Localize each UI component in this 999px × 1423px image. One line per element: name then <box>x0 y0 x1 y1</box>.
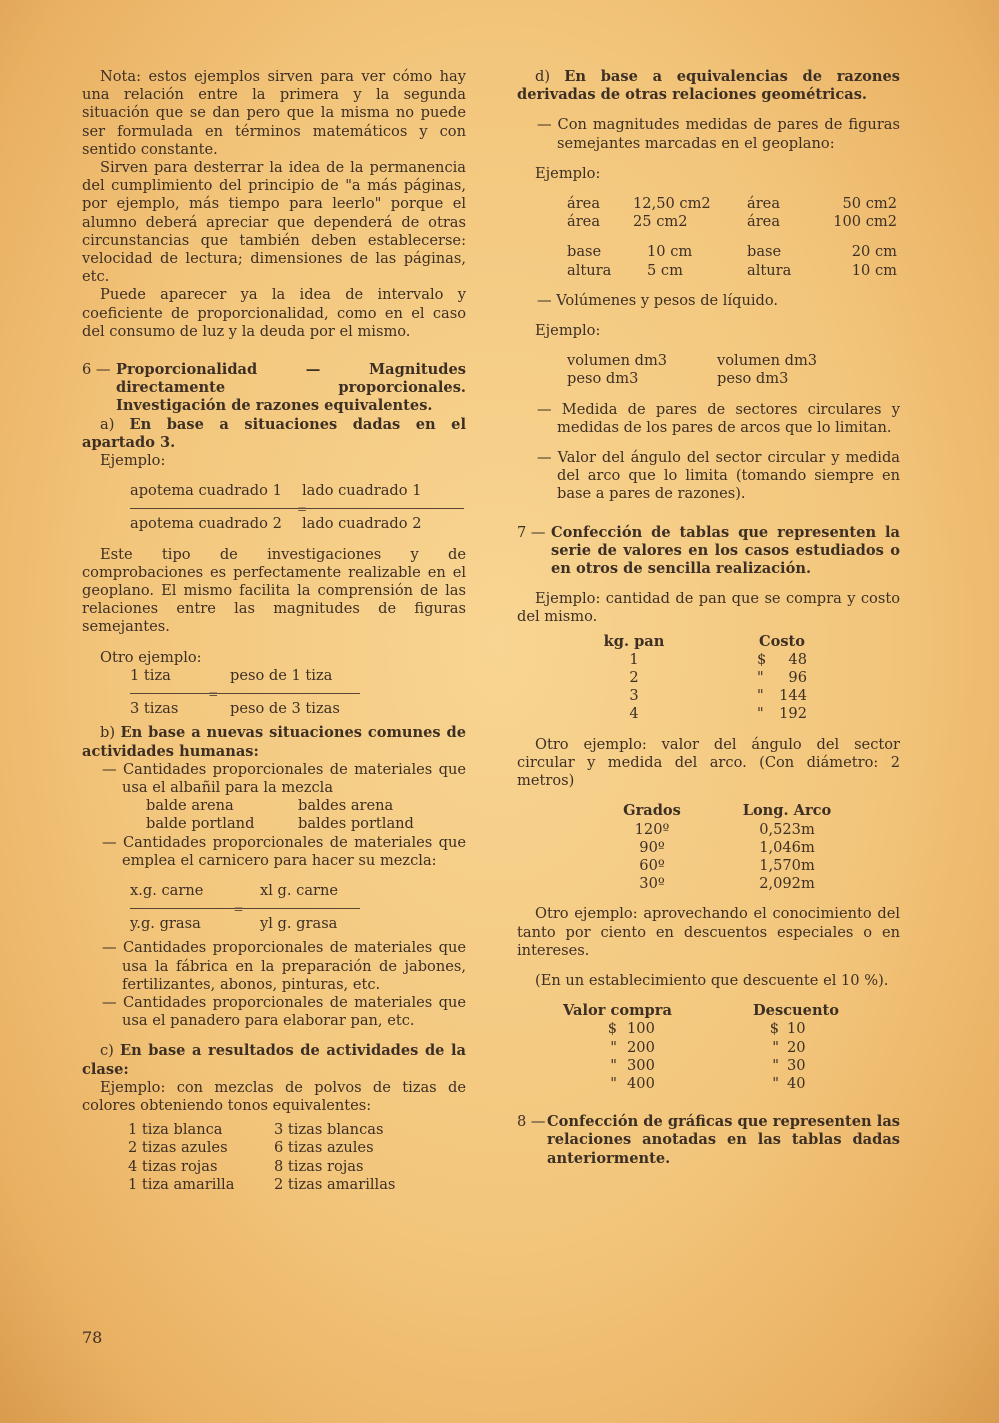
right-column <box>517 68 900 1168</box>
fraction-bar: = <box>130 508 464 509</box>
table-row: 4 " 192 <box>629 705 807 723</box>
subsection-a-label: a) <box>100 415 115 433</box>
otro-ejemplo-label: Otro ejemplo: <box>100 648 202 666</box>
section-6-title: Proporcionalidad — Magnitudes directamente proporcionales. Investigación de razones equivalentes. <box>116 361 466 415</box>
section-8-number: 8 — <box>517 1113 546 1131</box>
fraction-bar: = <box>130 908 360 909</box>
table-row: balde portland baldes portland <box>146 815 414 833</box>
fraction-top-left: x.g. carne <box>130 881 204 899</box>
subsection-b-title: En base a nuevas situaciones comunes de actividades humanas: <box>82 724 467 760</box>
table-row: volumen dm3 volumen dm3 <box>567 352 818 370</box>
ejemplo-label: Ejemplo: <box>535 164 601 182</box>
ejemplo-label: Ejemplo: <box>100 452 166 470</box>
d-item-magnitudes: — Con magnitudes medidas de pares de figuras semejantes marcadas en el geoplano: <box>537 116 900 152</box>
table-header-row: kg. pan Costo <box>603 632 806 650</box>
fraction-bottom-left: 3 tizas <box>130 700 179 718</box>
fraction-bottom-left: y.g. grasa <box>130 915 201 933</box>
b-item-albanil: — Cantidades proporcionales de materiales que usa el albañil para la mezcla <box>102 760 466 796</box>
left-column <box>82 68 466 1194</box>
fraction-tiza <box>82 667 360 718</box>
table-row: 1 $ 48 <box>629 650 807 668</box>
table-row: base 10 cm base 20 cm <box>567 243 897 261</box>
subsection-b <box>82 724 466 760</box>
nota-paragraph: Nota: estos ejemplos sirven para ver cómo hay una relación entre la primera y la segunda situación que se dan pero que la misma no puede ser formulada en términos matemáticos y con sentido constante. <box>82 68 466 158</box>
otro-tanto-paragraph: Otro ejemplo: aprovechando el conocimiento del tanto por ciento en descuentos especiales o en intereses. <box>517 905 900 959</box>
table-row: 1 tiza blanca 3 tizas blancas <box>128 1121 384 1139</box>
subsection-a-title: En base a situaciones dadas en el apartado 3. <box>82 415 466 451</box>
fraction-top-right: peso de 1 tiza <box>230 666 333 684</box>
fraction-top-right: lado cuadrado 1 <box>302 482 422 500</box>
table-row: 2 " 96 <box>629 669 807 687</box>
fraction-bottom-right: yl g. grasa <box>260 915 338 933</box>
table-row: " 200 " 20 <box>610 1038 806 1056</box>
subsection-c-title: En base a resultados de actividades de la clase: <box>82 1042 466 1078</box>
table-row: peso dm3 peso dm3 <box>567 370 789 388</box>
subsection-b-label: b) <box>100 724 116 742</box>
descuento-table <box>563 1002 839 1093</box>
subsection-c <box>82 1042 466 1078</box>
table-row: 1 tiza amarilla 2 tizas amarillas <box>128 1175 396 1193</box>
table-row: 60º 1,570m <box>639 856 815 874</box>
table-row: 4 tizas rojas 8 tizas rojas <box>128 1157 364 1175</box>
subsection-d-label: d) <box>535 68 551 85</box>
table-row: área 12,50 cm2 área 50 cm2 <box>567 195 897 213</box>
subsection-d-title: En base a equivalencias de razones derivadas de otras relaciones geométricas. <box>517 68 900 104</box>
section-6-heading <box>82 361 466 416</box>
d-item-volumenes: — Volúmenes y pesos de líquido. <box>537 291 779 309</box>
c-text: Ejemplo: con mezclas de polvos de tizas de colores obteniendo tonos equivalentes: <box>82 1078 466 1114</box>
section-7-heading <box>517 524 900 579</box>
table-row: $ 100 $ 10 <box>607 1020 806 1038</box>
table-row: 30º 2,092m <box>639 875 815 893</box>
albanil-table <box>146 797 414 833</box>
base-altura-table <box>567 243 897 279</box>
fraction-bar: = <box>130 693 360 694</box>
fraction-bottom-left: apotema cuadrado 2 <box>130 515 282 533</box>
table-row: " 300 " 30 <box>610 1056 806 1074</box>
subsection-a <box>82 416 466 452</box>
area-table <box>567 195 897 231</box>
fraction-top-right: xl g. carne <box>260 881 339 899</box>
table-row: área 25 cm2 área 100 cm2 <box>567 213 897 231</box>
d-item-angulo: — Valor del ángulo del sector circular y medida del arco que lo limita (tomando siempre en base a pares de razones). <box>537 449 900 503</box>
fraction-top-left: 1 tiza <box>130 666 171 684</box>
puede-paragraph: Puede aparecer ya la idea de intervalo y coeficiente de proporcionalidad, como en el caso del consumo de luz y la deuda por el mismo. <box>82 286 466 340</box>
b-item-fabrica: — Cantidades proporcionales de materiales que usa la fábrica en la preparación de jabones, fertilizantes, abonos, pinturas, etc. <box>102 939 466 993</box>
fraction-bottom-right: peso de 3 tizas <box>230 700 340 718</box>
section-7-number: 7 — <box>517 523 546 541</box>
table-row: 2 tizas azules 6 tizas azules <box>128 1139 374 1157</box>
table-row: 90º 1,046m <box>639 838 815 856</box>
volumen-table <box>567 352 817 388</box>
table-row: 120º 0,523m <box>634 820 815 838</box>
page-number: 78 <box>82 1328 103 1347</box>
table-row: " 400 " 40 <box>610 1074 806 1092</box>
sirven-paragraph: Sirven para desterrar la idea de la permanencia del cumplimiento del principio de "a más páginas, por ejemplo, más tiempo para leerlo" porque el alumno deberá apreciar que dependerá de otras circunstancias que también deben establecerse: velocidad de lectura; dimensiones de las páginas, etc. <box>82 159 466 286</box>
ejemplo-label: Ejemplo: <box>535 322 601 340</box>
table-row: altura 5 cm altura 10 cm <box>567 261 897 279</box>
section-6-number: 6 — <box>82 361 111 379</box>
ejemplo-pan-paragraph: Ejemplo: cantidad de pan que se compra y costo del mismo. <box>517 590 900 626</box>
section-7-title: Confección de tablas que representen la serie de valores en los casos estudiados o en otros de sencilla realización. <box>551 523 900 578</box>
table-row: balde arena baldes arena <box>146 797 394 815</box>
fraction-bottom-right: lado cuadrado 2 <box>302 515 422 533</box>
table-header-row: Grados Long. Arco <box>623 802 832 820</box>
otro-angulo-paragraph: Otro ejemplo: valor del ángulo del sector circular y medida del arco. (Con diámetro: 2 metros) <box>517 735 900 790</box>
tizas-table <box>128 1121 395 1194</box>
fraction-top-left: apotema cuadrado 1 <box>130 482 282 500</box>
section-8-title: Confección de gráficas que representen las relaciones anotadas en las tablas dadas anteriormente. <box>547 1113 900 1167</box>
d-item-sectores: — Medida de pares de sectores circulares y medidas de los pares de arcos que lo limitan. <box>537 400 900 436</box>
fraction-apotema <box>82 482 466 533</box>
fraction-carne <box>82 882 360 933</box>
grados-table <box>577 802 847 893</box>
table-header-row: Valor compra Descuento <box>563 1002 840 1020</box>
en-un-paragraph: (En un establecimiento que descuente el 10 %). <box>535 971 889 989</box>
section-8-heading <box>517 1113 900 1168</box>
este-paragraph: Este tipo de investigaciones y de comprobaciones es perfectamente realizable en el geoplano. El mismo facilita la comprensión de las relaciones entre las magnitudes de figuras semejantes. <box>82 545 466 636</box>
b-item-carnicero: — Cantidades proporcionales de materiales que emplea el carnicero para hacer su mezcla: <box>102 833 466 869</box>
subsection-c-label: c) <box>100 1042 114 1060</box>
pan-table <box>581 633 807 724</box>
b-item-panadero: — Cantidades proporcionales de materiales que usa el panadero para elaborar pan, etc. <box>102 993 466 1030</box>
table-row: 3 " 144 <box>629 687 807 705</box>
subsection-d <box>517 68 900 104</box>
